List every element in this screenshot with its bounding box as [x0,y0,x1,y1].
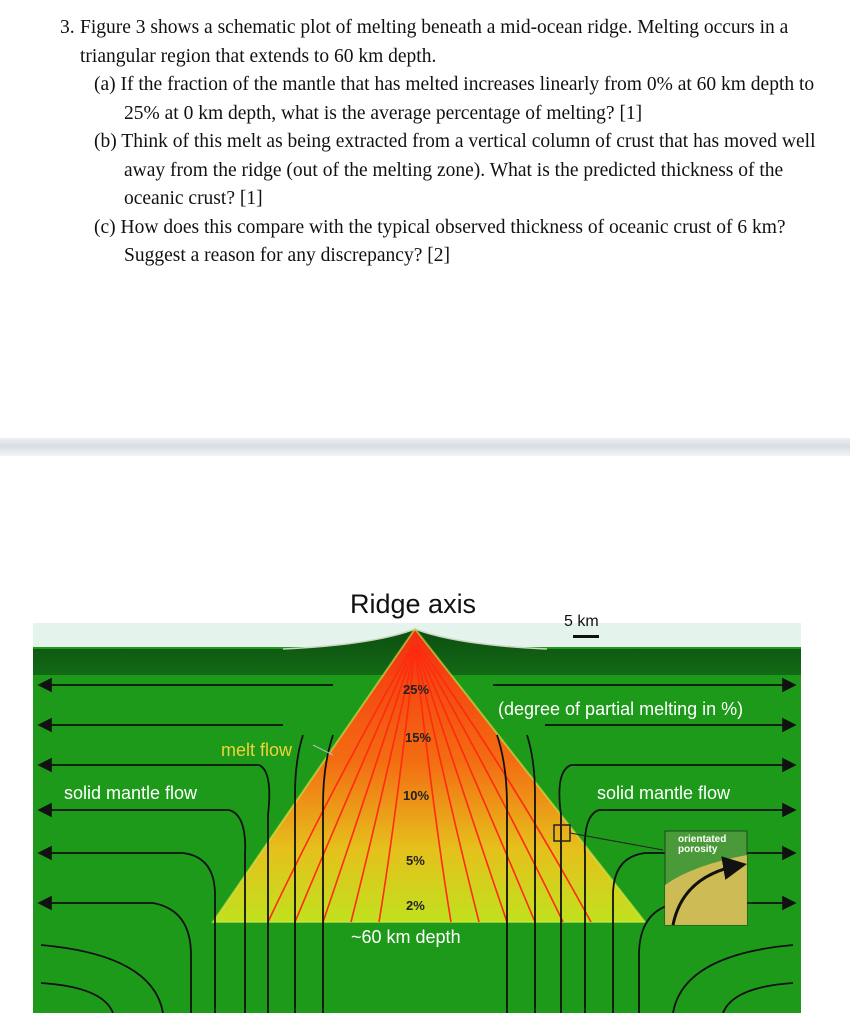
part-c-label: (c) [94,216,116,238]
melt-contour-5: 5% [406,853,425,868]
part-a-text: If the fraction of the mantle that has melted increases linearly from 0% at 60 km depth to 25% at 0 km depth, what is the average percentage of melting? [1] [120,74,815,124]
ridge-axis-title: Ridge axis [350,589,477,619]
ridge-melting-figure [33,585,801,1013]
inset-label: orientated porosity [678,834,727,855]
part-c-text: How does this compare with the typical observed thickness of oceanic crust of 6 km? Suggest a reason for any discrepancy? [2] [120,216,786,266]
question-number: 3. [60,17,75,38]
depth-label: ~60 km depth [351,927,461,947]
question-intro-text: Figure 3 shows a schematic plot of melting beneath a mid-ocean ridge. Melting occurs in a triangular region that extends to 60 km depth. [80,17,789,67]
page-separator [0,438,850,456]
question-intro [60,14,820,71]
part-b-text: Think of this melt as being extracted from a vertical column of crust that has moved well away from the ridge (out of the melting zone). What is the predicted thickness of the oceanic crust? [1] [121,131,816,209]
melt-contour-15: 15% [405,730,432,745]
part-a-label: (a) [94,74,116,95]
melt-flow-label: melt flow [221,740,293,760]
part-b-label: (b) [94,131,117,152]
question-block [60,14,820,271]
melt-contour-10: 10% [403,788,430,803]
question-part-c [60,214,820,271]
scale-label: 5 km [564,613,599,630]
question-part-b [60,128,820,214]
solid-flow-left-label: solid mantle flow [64,783,198,803]
melt-degree-label: (degree of partial melting in %) [498,699,744,719]
solid-flow-right-label: solid mantle flow [597,783,731,803]
scale-bar [573,635,599,638]
melt-contour-25: 25% [403,682,430,697]
melt-contour-2: 2% [406,898,425,913]
question-part-a [60,71,820,128]
